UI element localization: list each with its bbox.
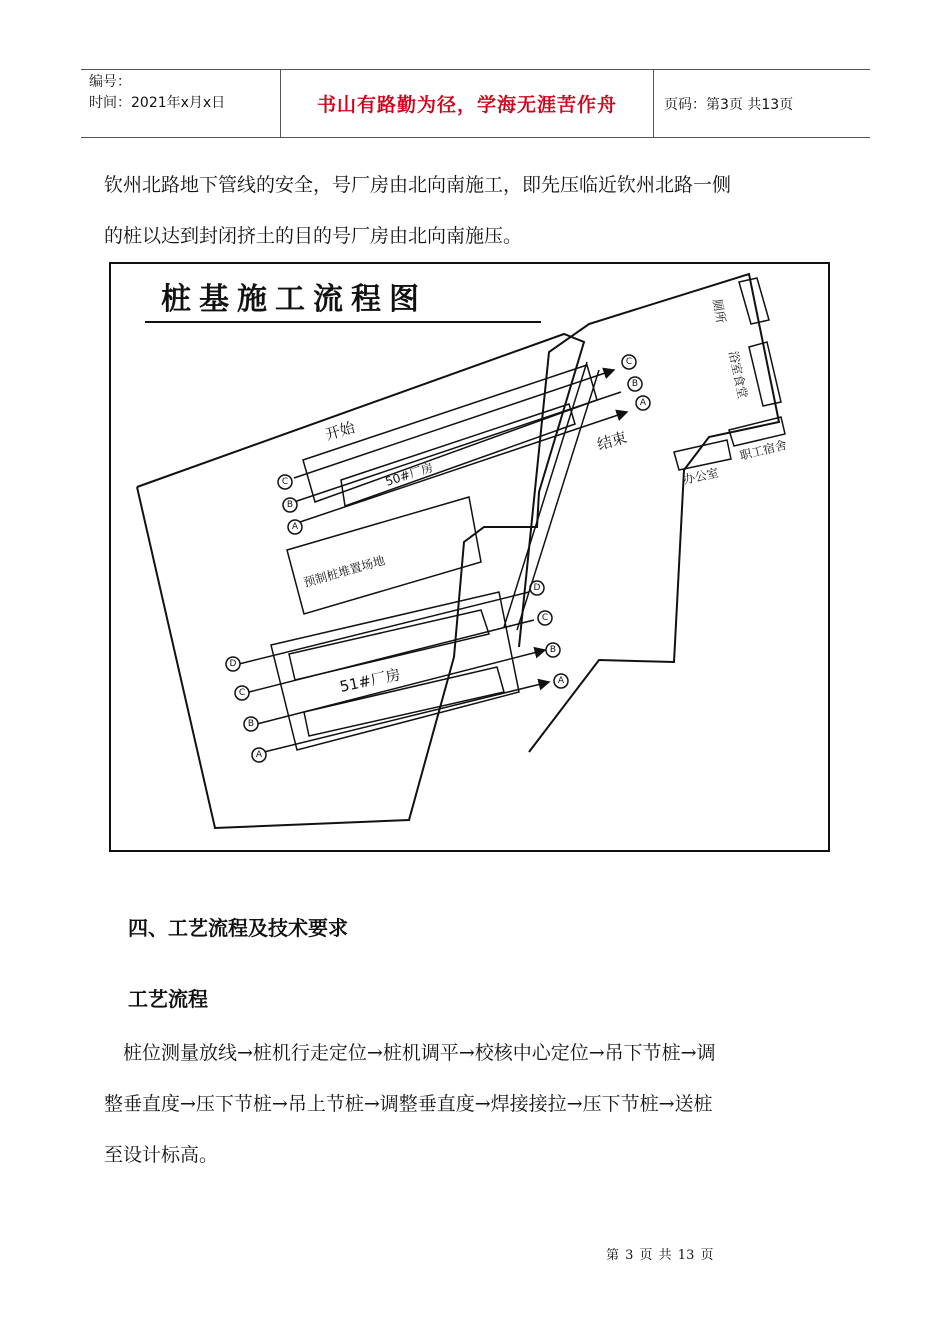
process-line-1: 桩位测量放线→桩机行走定位→桩机调平→校核中心定位→吊下节桩→调 — [104, 1042, 716, 1064]
axis-50-c-left-text: C — [281, 477, 289, 487]
dorm-label: 职工宿舍 — [738, 437, 789, 463]
axis-51-b-left-text: B — [247, 719, 255, 729]
pile-flow-diagram — [109, 262, 830, 852]
road-line-2 — [517, 370, 599, 630]
axis-50-a-right-text: A — [639, 398, 647, 408]
header-page-info: 页码：第3页 共13页 — [664, 96, 794, 113]
section-title: 四、工艺流程及技术要求 — [128, 916, 348, 940]
process-line-2: 整垂直度→压下节桩→吊上节桩→调整垂直度→焊接接拉→压下节桩→送桩 — [104, 1093, 713, 1115]
diagram-canvas — [109, 262, 830, 852]
toilet-label: 厕所 — [710, 298, 729, 325]
axis-51-d-right-text: D — [533, 583, 541, 593]
intro-line-1: 钦州北路地下管线的安全，号厂房由北向南施工，即先压临近钦州北路一侧 — [104, 174, 732, 196]
end-label: 结束 — [595, 428, 629, 454]
time-label: 时间：2021年x月x日 — [89, 95, 226, 111]
axis-51-d-line — [239, 592, 529, 664]
road-line-1 — [504, 362, 587, 627]
figure-frame — [110, 263, 829, 851]
axis-51-b-line — [257, 650, 545, 724]
axis-50-a-left-text: A — [291, 522, 299, 532]
axis-50-b-left-text: B — [286, 500, 294, 510]
pile-yard — [287, 497, 481, 614]
intro-line-2: 的桩以达到封闭挤土的目的号厂房由北向南施压。 — [104, 225, 523, 247]
subsection-title: 工艺流程 — [128, 987, 208, 1011]
building-51-inner-bottom — [304, 667, 504, 736]
page-footer: 第 3 页 共 13 页 — [606, 1248, 714, 1263]
axis-51-a-right-text: A — [557, 676, 565, 686]
yard-label: 预制桩堆置场地 — [301, 553, 387, 590]
axis-51-a-left-text: A — [255, 750, 263, 760]
building-50-label: 50#厂房 — [383, 460, 435, 489]
site-boundary — [137, 334, 584, 828]
page-header — [81, 69, 870, 138]
axis-51-b-right-text: B — [549, 645, 557, 655]
intro-paragraph — [104, 160, 864, 262]
axis-50-b-right-text: B — [631, 379, 639, 389]
office-label: 办公室 — [681, 465, 720, 487]
start-label: 开始 — [323, 418, 357, 444]
process-paragraph — [104, 1028, 864, 1181]
number-label: 编号： — [89, 74, 131, 90]
building-51-label: 51#厂房 — [338, 665, 403, 696]
axis-51-a-line — [264, 682, 549, 752]
axis-51-c-right-text: C — [541, 613, 549, 623]
axis-50-c-right-text: C — [625, 357, 633, 367]
header-meta — [81, 70, 281, 137]
axis-51-c-left-text: C — [238, 688, 246, 698]
header-motto: 书山有路勤为径，学海无涯苦作舟 — [281, 70, 654, 137]
diagram-title: 桩基施工流程图 — [161, 282, 427, 317]
process-line-3: 至设计标高。 — [104, 1144, 219, 1166]
axis-51-d-left-text: D — [229, 659, 237, 669]
bathroom-label: 浴室食堂 — [726, 349, 750, 400]
